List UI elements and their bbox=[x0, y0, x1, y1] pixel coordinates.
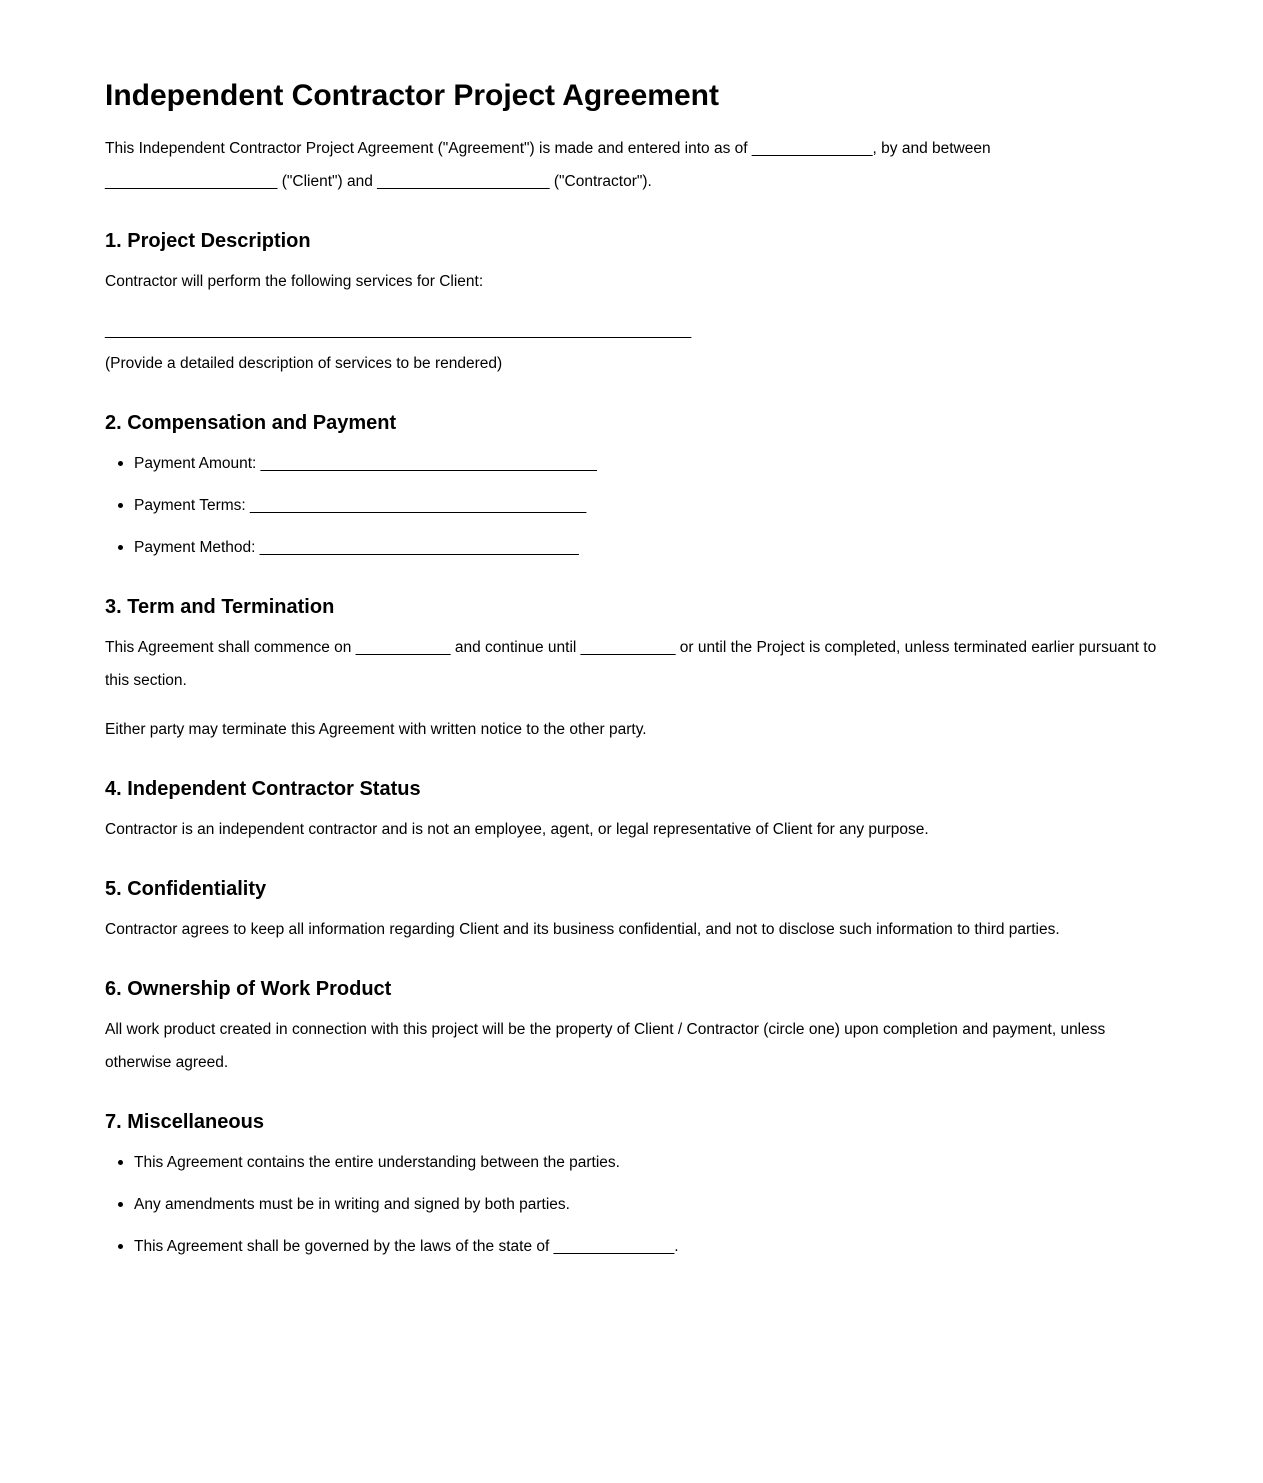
bullet-list bbox=[105, 447, 1158, 564]
bullet-item-payment-terms: Payment Terms: _______________________________________ bbox=[134, 489, 1158, 522]
bullet-item-entire-understanding: This Agreement contains the entire understanding between the parties. bbox=[134, 1146, 1158, 1179]
section-heading: 3. Term and Termination bbox=[105, 596, 335, 618]
section-project-description bbox=[105, 228, 1158, 380]
section-heading: 1. Project Description bbox=[105, 230, 311, 252]
paragraph: All work product created in connection with this project will be the property of Client / Contractor (circle one) upon completion and payment, unless otherwise agreed. bbox=[105, 1021, 1106, 1071]
section-heading: 2. Compensation and Payment bbox=[105, 412, 397, 434]
bullet-item-governing-law: This Agreement shall be governed by the laws of the state of ______________. bbox=[134, 1230, 1158, 1263]
fill-in-blank-line: ____________________________________________________________________ bbox=[105, 322, 692, 339]
section-heading: 7. Miscellaneous bbox=[105, 1111, 264, 1133]
paragraph: Either party may terminate this Agreement with written notice to the other party. bbox=[105, 721, 647, 738]
section-confidentiality bbox=[105, 876, 1158, 946]
bullet-item-payment-amount: Payment Amount: _______________________________________ bbox=[134, 447, 1158, 480]
section-ownership bbox=[105, 976, 1158, 1079]
section-compensation bbox=[105, 410, 1158, 564]
section-term-termination bbox=[105, 594, 1158, 746]
section-contractor-status bbox=[105, 776, 1158, 846]
paragraph: Contractor is an independent contractor and is not an employee, agent, or legal representative of Client for any purpose. bbox=[105, 821, 929, 838]
document-title: Independent Contractor Project Agreement bbox=[105, 79, 719, 112]
section-heading: 4. Independent Contractor Status bbox=[105, 778, 421, 800]
section-heading: 6. Ownership of Work Product bbox=[105, 978, 392, 1000]
bullet-item-amendments: Any amendments must be in writing and signed by both parties. bbox=[134, 1188, 1158, 1221]
paragraph: This Agreement shall commence on ___________ and continue until ___________ or until the Project is completed, unless terminated earlier pursuant to this section. bbox=[105, 639, 1157, 689]
bullet-item-payment-method: Payment Method: _____________________________________ bbox=[134, 531, 1158, 564]
bullet-list bbox=[105, 1146, 1158, 1263]
paragraph: Contractor will perform the following services for Client: bbox=[105, 273, 484, 290]
section-heading: 5. Confidentiality bbox=[105, 878, 267, 900]
paragraph-hint: (Provide a detailed description of services to be rendered) bbox=[105, 355, 503, 372]
paragraph: Contractor agrees to keep all information regarding Client and its business confidential, and not to disclose such information to third parties. bbox=[105, 921, 1060, 938]
section-miscellaneous bbox=[105, 1109, 1158, 1263]
intro-paragraph: This Independent Contractor Project Agreement ("Agreement") is made and entered into as of ______________, by and between ____________________ ("Client") and ____________________ ("Contractor"). bbox=[105, 140, 991, 190]
